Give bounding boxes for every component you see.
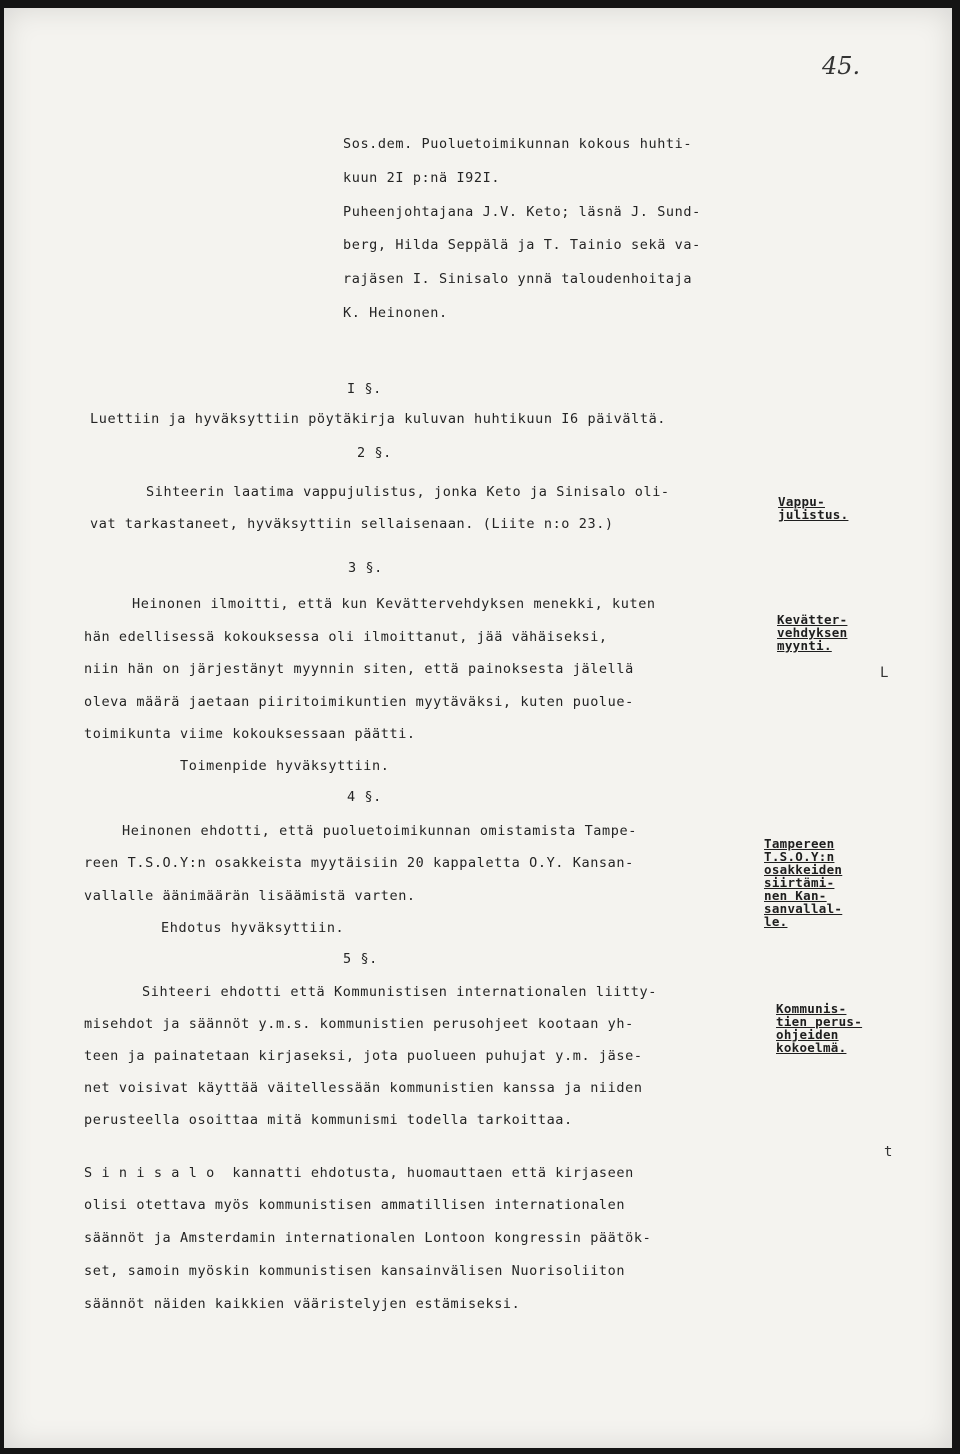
section-line: perusteella osoittaa mitä kommunismi todella tarkoittaa. — [84, 1112, 573, 1128]
margin-note-vappujulistus — [778, 495, 848, 521]
section-line: oleva määrä jaetaan piiritoimikuntien myytäväksi, kuten puolue- — [84, 694, 634, 710]
header-line: kuun 2I p:nä I92I. — [343, 170, 501, 186]
margin-note-tampereen-osakkeet — [764, 837, 842, 928]
section-line: Sihteerin laatima vappujulistus, jonka Keto ja Sinisalo oli- — [146, 484, 670, 500]
section-line: toimikunta viime kokouksessaan päätti. — [84, 726, 416, 742]
margin-note-line: ohjeiden — [776, 1027, 839, 1042]
header-line: Sos.dem. Puoluetoimikunnan kokous huhti- — [343, 136, 693, 152]
section-line: Heinonen ehdotti, että puoluetoimikunnan omistamista Tampe- — [122, 823, 637, 839]
margin-note-line: kokoelmä. — [776, 1040, 847, 1055]
margin-note-line: vehdyksen — [777, 625, 848, 640]
margin-note-line: le. — [764, 914, 788, 929]
section-line: Ehdotus hyväksyttiin. — [161, 920, 345, 936]
section-heading: 2 §. — [357, 445, 392, 461]
header-line: rajäsen I. Sinisalo ynnä taloudenhoitaja — [343, 271, 693, 287]
margin-note-kevattervehdys — [777, 613, 847, 652]
margin-note-line: osakkeiden — [764, 862, 843, 877]
margin-note-line: T.S.O.Y:n — [764, 849, 835, 864]
margin-note-line: Tampereen — [764, 836, 835, 851]
margin-note-line: tien perus- — [776, 1014, 863, 1029]
margin-note-line: sanvallal- — [764, 901, 843, 916]
section-line: Toimenpide hyväksyttiin. — [180, 758, 390, 774]
section-line: niin hän on järjestänyt myynnin siten, että painoksesta jälellä — [84, 661, 634, 677]
section-heading: 5 §. — [343, 951, 378, 967]
margin-note-line: nen Kan- — [764, 888, 827, 903]
margin-mark: t — [884, 1144, 893, 1160]
closing-line: säännöt näiden kaikkien vääristelyjen estämiseksi. — [84, 1296, 521, 1312]
section-line: vat tarkastaneet, hyväksyttiin sellaisenaan. (Liite n:o 23.) — [90, 516, 614, 532]
section-line: vallalle äänimäärän lisäämistä varten. — [84, 888, 416, 904]
margin-note-line: julistus. — [778, 507, 849, 522]
page-number: 45. — [822, 52, 861, 80]
closing-line: S i n i s a l o kannatti ehdotusta, huomauttaen että kirjaseen — [84, 1165, 634, 1181]
closing-line: olisi otettava myös kommunistisen ammatillisen internationalen — [84, 1197, 626, 1213]
section-heading: 3 §. — [348, 560, 383, 576]
margin-note-line: siirtämi- — [764, 875, 835, 890]
margin-note-line: Kommunis- — [776, 1001, 847, 1016]
section-line: Luettiin ja hyväksyttiin pöytäkirja kuluvan huhtikuun I6 päivältä. — [90, 411, 667, 427]
section-line: misehdot ja säännöt y.m.s. kommunistien perusohjeet kootaan yh- — [84, 1016, 634, 1032]
document-page — [4, 8, 952, 1448]
section-line: teen ja painatetaan kirjaseksi, jota puolueen puhujat y.m. jäse- — [84, 1048, 643, 1064]
margin-mark: L — [880, 665, 889, 681]
margin-note-line: Kevätter- — [777, 612, 848, 627]
closing-line: säännöt ja Amsterdamin internationalen Lontoon kongressin päätök- — [84, 1230, 652, 1246]
section-heading: I §. — [347, 381, 382, 397]
header-line: Puheenjohtajana J.V. Keto; läsnä J. Sund- — [343, 204, 701, 220]
header-line: K. Heinonen. — [343, 305, 448, 321]
margin-note-line: Vappu- — [778, 494, 825, 509]
margin-note-line: myynti. — [777, 638, 832, 653]
section-line: Sihteeri ehdotti että Kommunistisen internationalen liitty- — [142, 984, 657, 1000]
header-line: berg, Hilda Seppälä ja T. Tainio sekä va- — [343, 237, 701, 253]
section-line: hän edellisessä kokouksessa oli ilmoittanut, jää vähäiseksi, — [84, 629, 608, 645]
section-line: net voisivat käyttää väitellessään kommunistien kanssa ja niiden — [84, 1080, 643, 1096]
section-line: reen T.S.O.Y:n osakkeista myytäisiin 20 kappaletta O.Y. Kansan- — [84, 855, 634, 871]
section-heading: 4 §. — [347, 789, 382, 805]
section-line: Heinonen ilmoitti, että kun Kevättervehdyksen menekki, kuten — [132, 596, 656, 612]
margin-note-kommunistien-perusohjeet — [776, 1002, 862, 1054]
closing-line: set, samoin myöskin kommunistisen kansainvälisen Nuorisoliiton — [84, 1263, 626, 1279]
